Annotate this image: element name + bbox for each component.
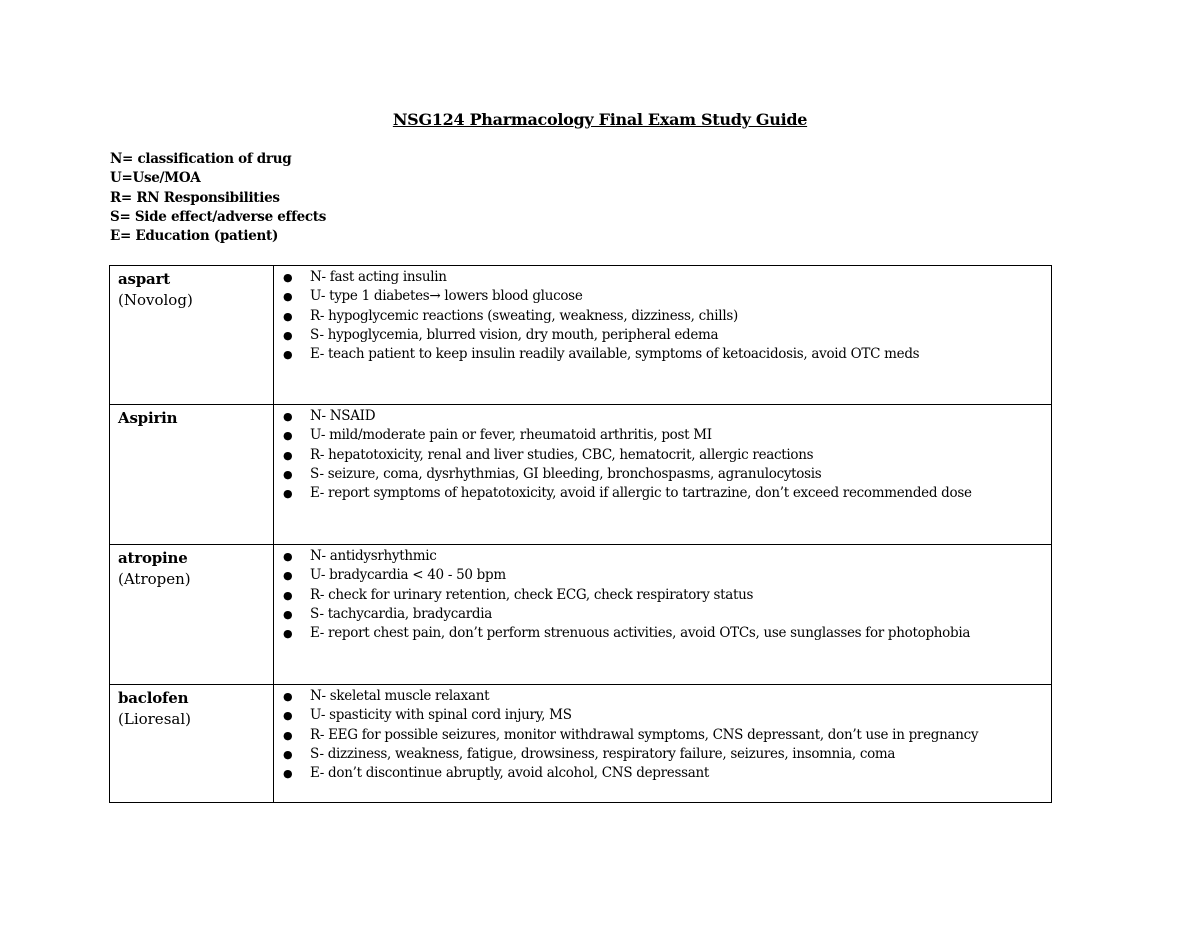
- bullet-icon: ●: [283, 487, 293, 501]
- list-item: ● U- type 1 diabetes→ lowers blood glucose: [274, 287, 1051, 306]
- brand-name: (Atropen): [118, 570, 191, 588]
- drug-table: [109, 265, 1052, 803]
- legend-item: S= Side effect/adverse effects: [110, 208, 327, 225]
- drug-info-cell: [274, 266, 1052, 405]
- list-item: ● S- dizziness, weakness, fatigue, drowsiness, respiratory failure, seizures, insomnia, coma: [274, 745, 1051, 764]
- list-item: ● U- spasticity with spinal cord injury, MS: [274, 706, 1051, 725]
- drug-name: aspart: [118, 270, 171, 288]
- list-item: ● N- NSAID: [274, 407, 1051, 426]
- brand-name: (Lioresal): [118, 710, 191, 728]
- table-row: [110, 545, 1052, 685]
- bullet-icon: ●: [283, 271, 293, 284]
- bullet-list: [274, 687, 1051, 783]
- bullet-icon: ●: [283, 550, 293, 563]
- drug-info-cell: [274, 405, 1052, 545]
- table-row: [110, 266, 1052, 405]
- list-item: ● S- hypoglycemia, blurred vision, dry mouth, peripheral edema: [274, 326, 1051, 345]
- drug-name-cell: [110, 685, 274, 803]
- list-item: ● E- report chest pain, don’t perform strenuous activities, avoid OTCs, use sunglasses for photophobia: [274, 624, 1051, 643]
- bullet-icon: ●: [283, 290, 293, 304]
- bullet-list: [274, 547, 1051, 643]
- bullet-icon: ●: [283, 767, 293, 781]
- drug-info-cell: [274, 685, 1052, 803]
- drug-name-cell: [110, 266, 274, 405]
- table-row: [110, 685, 1052, 803]
- bullet-icon: ●: [283, 448, 293, 462]
- bullet-icon: ●: [283, 627, 293, 641]
- list-item: ● R- hepatotoxicity, renal and liver studies, CBC, hematocrit, allergic reactions: [274, 446, 1051, 465]
- bullet-icon: ●: [283, 569, 293, 583]
- table-row: [110, 405, 1052, 545]
- list-item: ● N- antidysrhythmic: [274, 547, 1051, 566]
- bullet-icon: ●: [283, 690, 293, 703]
- list-item: ● S- tachycardia, bradycardia: [274, 605, 1051, 624]
- legend: [110, 150, 326, 246]
- list-item: ● E- don’t discontinue abruptly, avoid alcohol, CNS depressant: [274, 764, 1051, 783]
- bullet-icon: ●: [283, 410, 293, 423]
- legend-item: N= classification of drug: [110, 151, 292, 167]
- list-item: ● U- bradycardia < 40 - 50 bpm: [274, 566, 1051, 585]
- legend-item: R= RN Responsibilities: [110, 189, 280, 206]
- list-item: ● R- check for urinary retention, check ECG, check respiratory status: [274, 586, 1051, 605]
- page-title: NSG124 Pharmacology Final Exam Study Guide: [392, 110, 808, 129]
- bullet-icon: ●: [283, 467, 293, 481]
- drug-name: Aspirin: [118, 409, 178, 427]
- bullet-icon: ●: [283, 328, 293, 342]
- list-item: ● U- mild/moderate pain or fever, rheumatoid arthritis, post MI: [274, 426, 1051, 445]
- list-item: ● E- report symptoms of hepatotoxicity, avoid if allergic to tartrazine, don’t exceed recommended dose: [274, 484, 1051, 503]
- list-item: ● S- seizure, coma, dysrhythmias, GI bleeding, bronchospasms, agranulocytosis: [274, 465, 1051, 484]
- bullet-icon: ●: [283, 728, 293, 742]
- bullet-list: [274, 268, 1051, 364]
- bullet-icon: ●: [283, 309, 293, 323]
- list-item: ● N- skeletal muscle relaxant: [274, 687, 1051, 706]
- list-item: ● R- hypoglycemic reactions (sweating, weakness, dizziness, chills): [274, 307, 1051, 326]
- bullet-icon: ●: [283, 709, 293, 723]
- list-item: ● N- fast acting insulin: [274, 268, 1051, 287]
- brand-name: (Novolog): [118, 291, 193, 309]
- bullet-icon: ●: [283, 429, 293, 443]
- list-item: ● E- teach patient to keep insulin readily available, symptoms of ketoacidosis, avoid OTC meds: [274, 345, 1051, 364]
- drug-name: baclofen: [118, 689, 189, 707]
- legend-item: E= Education (patient): [110, 228, 279, 245]
- bullet-icon: ●: [283, 607, 293, 621]
- drug-name-cell: [110, 405, 274, 545]
- list-item: ● R- EEG for possible seizures, monitor withdrawal symptoms, CNS depressant, don’t use in pregnancy: [274, 726, 1051, 745]
- drug-name-cell: [110, 545, 274, 685]
- bullet-icon: ●: [283, 348, 293, 362]
- drug-info-cell: [274, 545, 1052, 685]
- drug-name: atropine: [118, 549, 188, 567]
- legend-item: U=Use/MOA: [110, 170, 201, 187]
- bullet-icon: ●: [283, 747, 293, 761]
- bullet-icon: ●: [283, 588, 293, 602]
- bullet-list: [274, 407, 1051, 503]
